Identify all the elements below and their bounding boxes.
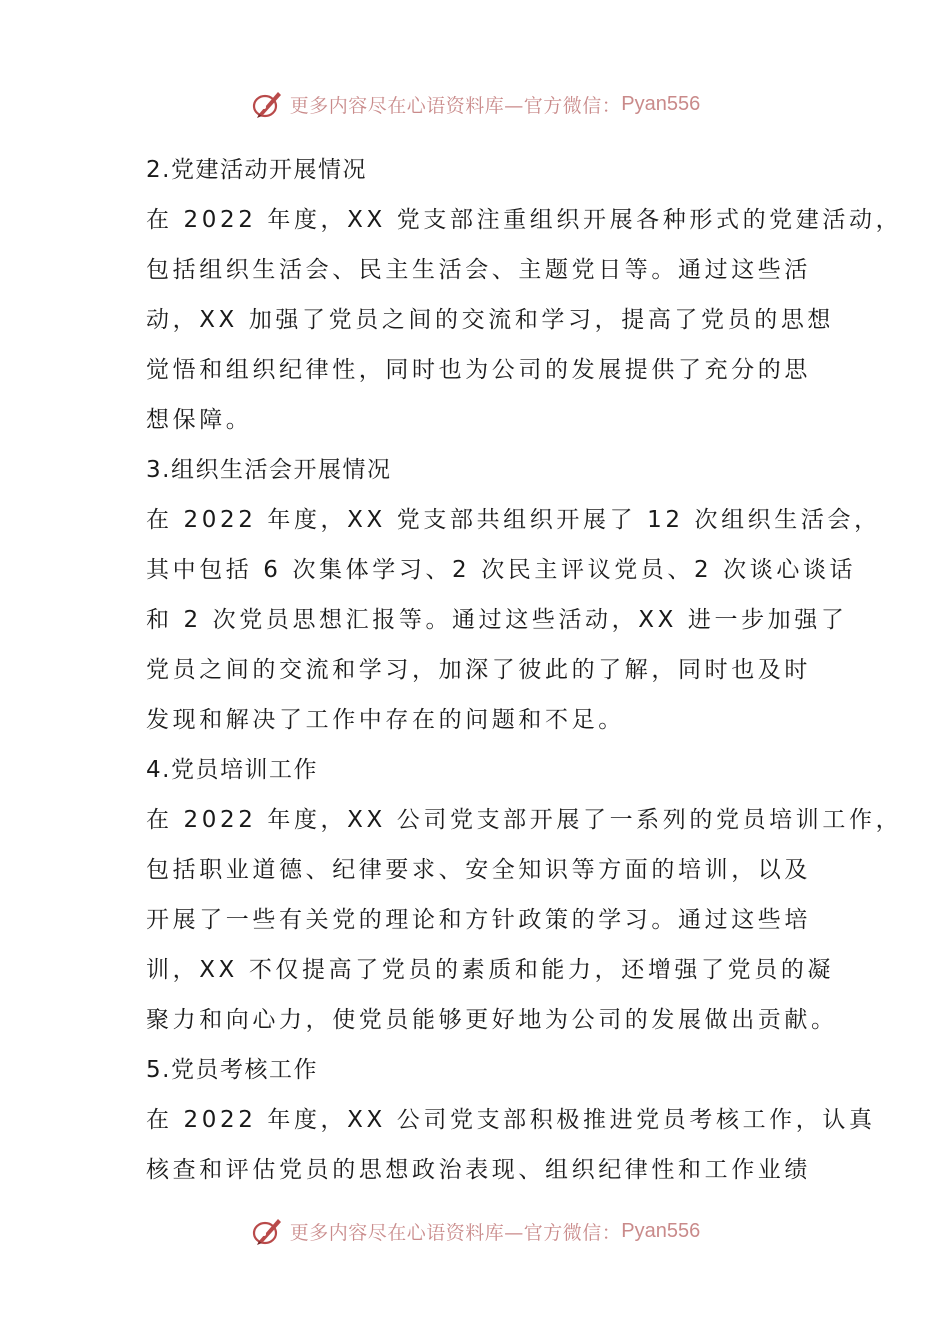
section-heading: 2.党建活动开展情况 [146, 157, 367, 183]
watermark-wechat-id: Pyan556 [621, 1219, 701, 1242]
footer-watermark-banner [0, 1211, 950, 1251]
paragraph-line: 想保障。 [146, 407, 253, 433]
section-heading: 3.组织生活会开展情况 [146, 457, 392, 483]
paragraph-line: 开展了一些有关党的理论和方针政策的学习。通过这些培 [146, 907, 811, 933]
document-body [146, 145, 903, 1195]
paragraph-line: 党员之间的交流和学习，加深了彼此的了解，同时也及时 [146, 657, 811, 683]
paragraph-line: 包括职业道德、纪律要求、安全知识等方面的培训，以及 [146, 857, 811, 883]
paragraph-line: 在 2022 年度，XX 公司党支部积极推进党员考核工作，认真 [146, 1107, 876, 1133]
paragraph-line: 聚力和向心力，使党员能够更好地为公司的发展做出贡献。 [146, 1007, 838, 1033]
section-heading: 5.党员考核工作 [146, 1057, 318, 1083]
watermark-text: 更多内容尽在心语资料库—官方微信： [289, 94, 622, 117]
paragraph-line: 在 2022 年度，XX 党支部注重组织开展各种形式的党建活动， [146, 207, 903, 233]
quill-pen-logo-icon [250, 87, 284, 121]
paragraph-line: 包括组织生活会、民主生活会、主题党日等。通过这些活 [146, 257, 811, 283]
paragraph-line: 发现和解决了工作中存在的问题和不足。 [146, 707, 625, 733]
paragraph-line: 在 2022 年度，XX 党支部共组织开展了 12 次组织生活会， [146, 507, 881, 533]
paragraph-line: 动，XX 加强了党员之间的交流和学习，提高了党员的思想 [146, 307, 835, 333]
paragraph-line: 训，XX 不仅提高了党员的素质和能力，还增强了党员的凝 [146, 957, 835, 983]
paragraph-line: 其中包括 6 次集体学习、2 次民主评议党员、2 次谈心谈话 [146, 557, 857, 583]
paragraph-line: 和 2 次党员思想汇报等。通过这些活动，XX 进一步加强了 [146, 607, 848, 633]
paragraph-line: 在 2022 年度，XX 公司党支部开展了一系列的党员培训工作， [146, 807, 903, 833]
watermark-text: 更多内容尽在心语资料库—官方微信： [289, 1221, 622, 1244]
header-watermark-banner [0, 84, 950, 124]
section-heading: 4.党员培训工作 [146, 757, 318, 783]
paragraph-line: 核查和评估党员的思想政治表现、组织纪律性和工作业绩 [146, 1157, 811, 1183]
paragraph-line: 觉悟和组织纪律性，同时也为公司的发展提供了充分的思 [146, 357, 811, 383]
quill-pen-logo-icon [250, 1214, 284, 1248]
watermark-wechat-id: Pyan556 [621, 92, 701, 115]
